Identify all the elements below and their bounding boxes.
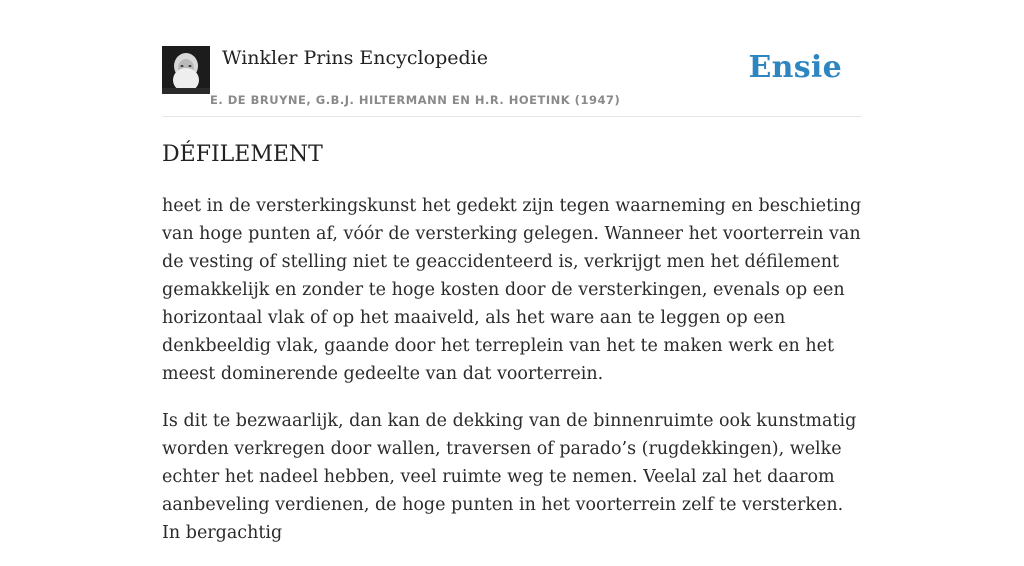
header <box>162 46 862 117</box>
author-portrait-icon <box>162 46 210 94</box>
avatar <box>162 46 210 94</box>
article-paragraph: Is dit te bezwaarlijk, dan kan de dekking van de binnenruimte ook kunstmatig worden verkregen door wallen, traversen of parado’s (rugdekkingen), welke echter het nadeel hebben, veel ruimte weg te nemen. Veelal zal het daarom aanbeveling verdienen, de hoge punten in het voorterrein zelf te versterken. In bergachtig <box>162 411 857 543</box>
authors-line: E. DE BRUYNE, G.B.J. HILTERMANN EN H.R. HOETINK (1947) <box>210 93 621 107</box>
ensie-logo[interactable]: Ensie <box>748 50 842 85</box>
book-title[interactable]: Winkler Prins Encyclopedie <box>222 47 488 69</box>
article <box>162 140 862 566</box>
article-paragraph: heet in de versterkingskunst het gedekt zijn tegen waarneming en beschieting van hoge punten af, vóór de versterking gelegen. Wanneer het voorterrein van de vesting of stelling niet te geaccidenteerd is, verkrijgt men het défilement gemakkelijk en zonder te hoge kosten door de versterkingen, evenals op een horizontaal vlak of op het maaiveld, als het ware aan te leggen op een denkbeeldig vlak, gaande door het terreplein van het te maken werk en het meest dominerende gedeelte van dat voorterrein. <box>162 196 862 384</box>
article-title: DÉFILEMENT <box>162 142 323 167</box>
